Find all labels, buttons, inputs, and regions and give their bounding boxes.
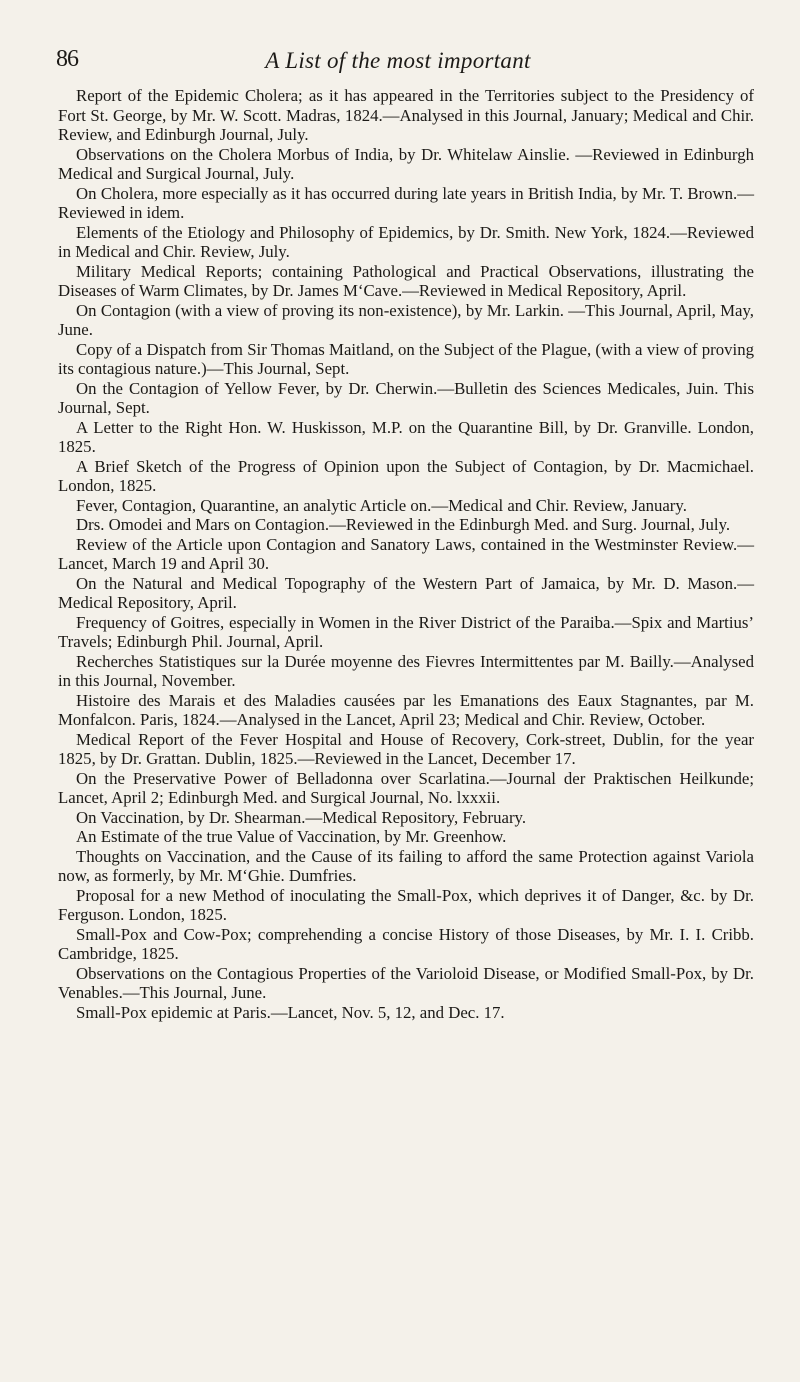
list-item: Frequency of Goitres, especially in Women in the River District of the Paraiba.—Spix and Martius’ Travels; Edinburgh Phil. Journal, April. [58, 612, 754, 651]
list-item: An Estimate of the true Value of Vaccination, by Mr. Greenhow. [76, 827, 507, 846]
list-item: Recherches Statistiques sur la Durée moyenne des Fievres Intermittentes par M. Bailly.—Analysed in this Journal, November. [58, 651, 754, 690]
list-item: Thoughts on Vaccination, and the Cause of its failing to afford the same Protection against Variola now, as formerly, by Mr. M‘Ghie. Dumfries. [58, 846, 754, 885]
bibliography-list [58, 86, 754, 1022]
list-item: Histoire des Marais et des Maladies causées par les Emanations des Eaux Stagnantes, par M. Monfalcon. Paris, 1824.—Analysed in the Lancet, April 23; Medical and Chir. Review, October. [58, 690, 754, 729]
list-item: On the Natural and Medical Topography of the Western Part of Jamaica, by Mr. D. Mason.—Medical Repository, April. [58, 573, 754, 612]
list-item: Observations on the Cholera Morbus of India, by Dr. Whitelaw Ainslie. —Reviewed in Edinburgh Medical and Surgical Journal, July. [58, 144, 754, 183]
running-title: A List of the most important [265, 48, 531, 73]
list-item: On Vaccination, by Dr. Shearman.—Medical Repository, February. [76, 807, 527, 827]
list-item: A Letter to the Right Hon. W. Huskisson, M.P. on the Quarantine Bill, by Dr. Granville. London, 1825. [58, 417, 754, 456]
list-item: Military Medical Reports; containing Pathological and Practical Observations, illustrating the Diseases of Warm Climates, by Dr. James M‘Cave.—Reviewed in Medical Repository, April. [58, 261, 754, 300]
list-item: Medical Report of the Fever Hospital and House of Recovery, Cork-street, Dublin, for the year 1825, by Dr. Grattan. Dublin, 1825.—Reviewed in the Lancet, December 17. [58, 729, 754, 768]
list-item: Small-Pox epidemic at Paris.—Lancet, Nov. 5, 12, and Dec. 17. [76, 1002, 505, 1022]
list-item: Copy of a Dispatch from Sir Thomas Maitland, on the Subject of the Plague, (with a view of proving its contagious nature.)—This Journal, Sept. [58, 339, 754, 378]
list-item: A Brief Sketch of the Progress of Opinion upon the Subject of Contagion, by Dr. Macmichael. London, 1825. [58, 456, 754, 495]
list-item: Proposal for a new Method of inoculating the Small-Pox, which deprives it of Danger, &c. by Dr. Ferguson. London, 1825. [58, 885, 754, 924]
list-item: On the Preservative Power of Belladonna over Scarlatina.—Journal der Praktischen Heilkunde; Lancet, April 2; Edinburgh Med. and Surgical Journal, No. lxxxii. [58, 768, 754, 807]
list-item: Review of the Article upon Contagion and Sanatory Laws, contained in the Westminster Review.—Lancet, March 19 and April 30. [58, 534, 754, 573]
list-item: Fever, Contagion, Quarantine, an analytic Article on.—Medical and Chir. Review, January. [76, 495, 687, 515]
list-item: On Contagion (with a view of proving its non-existence), by Mr. Larkin. —This Journal, April, May, June. [58, 300, 754, 339]
list-item: On the Contagion of Yellow Fever, by Dr. Cherwin.—Bulletin des Sciences Medicales, Juin. This Journal, Sept. [58, 378, 754, 417]
list-item: Report of the Epidemic Cholera; as it has appeared in the Territories subject to the Presidency of Fort St. George, by Mr. W. Scott. Madras, 1824.—Analysed in this Journal, January; Medical and Chir. Review, and Edinburgh Journal, July. [58, 86, 754, 144]
list-item: Elements of the Etiology and Philosophy of Epidemics, by Dr. Smith. New York, 1824.—Reviewed in Medical and Chir. Review, July. [58, 222, 754, 261]
page-number: 86 [56, 46, 78, 72]
list-item: Observations on the Contagious Properties of the Varioloid Disease, or Modified Small-Pox, by Dr. Venables.—This Journal, June. [58, 963, 754, 1002]
list-item: On Cholera, more especially as it has occurred during late years in British India, by Mr. T. Brown.—Reviewed in idem. [58, 183, 754, 222]
list-item: Drs. Omodei and Mars on Contagion.—Reviewed in the Edinburgh Med. and Surg. Journal, July. [76, 515, 731, 534]
page-header [56, 44, 740, 78]
list-item: Small-Pox and Cow-Pox; comprehending a concise History of those Diseases, by Mr. I. I. Cribb. Cambridge, 1825. [58, 924, 754, 963]
